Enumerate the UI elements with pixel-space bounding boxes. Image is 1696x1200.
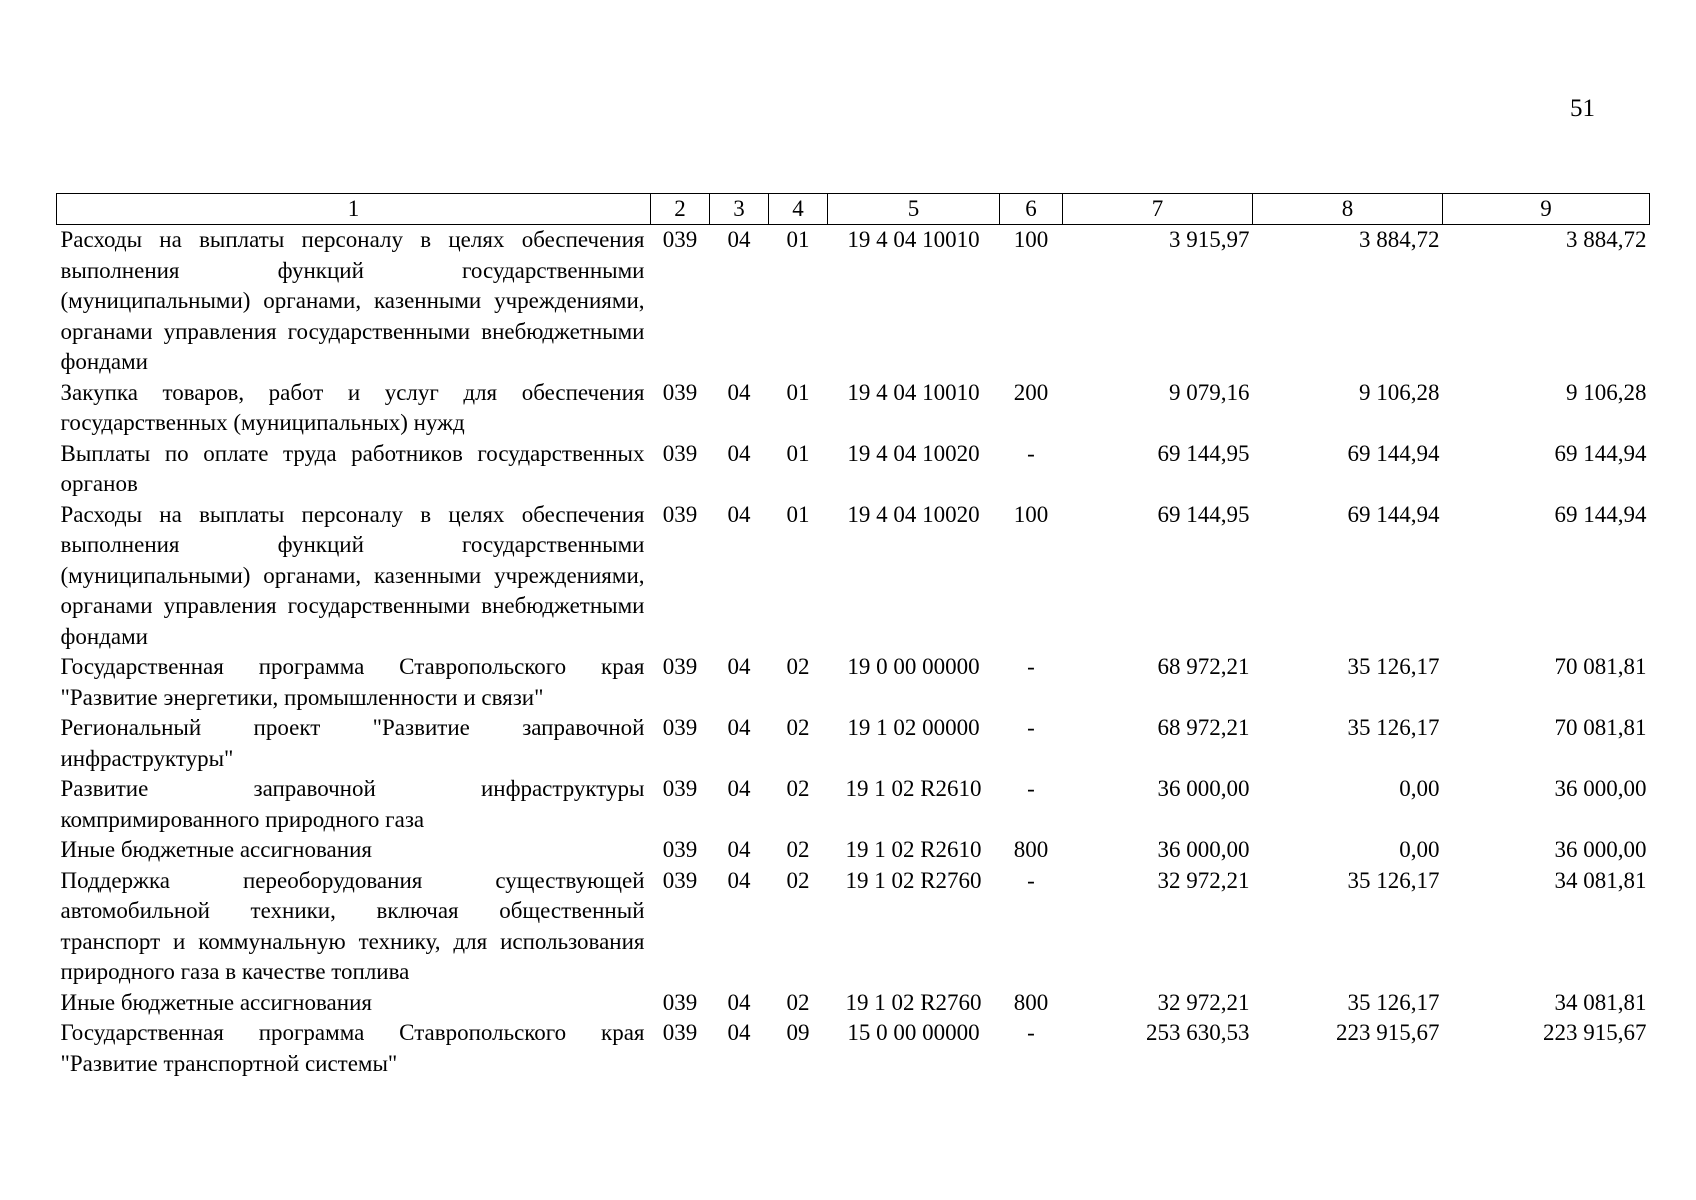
cell-subsection: 01 bbox=[786, 379, 810, 405]
row-name: Выплаты по оплате труда работников государственных органов bbox=[60, 440, 645, 496]
row-name: Региональный проект "Развитие заправочной инфраструктуры" bbox=[60, 715, 645, 771]
table-row bbox=[57, 866, 1650, 988]
row-name: Государственная программа Ставропольского края "Развитие транспортной системы" bbox=[60, 1020, 645, 1076]
cell-section: 04 bbox=[727, 837, 751, 862]
cell-ministry-code: 039 bbox=[662, 501, 698, 527]
cell-ministry-code: 039 bbox=[662, 776, 698, 801]
column-header: 1 bbox=[57, 194, 651, 225]
table-row bbox=[57, 713, 1650, 774]
cell-expense-type: - bbox=[1027, 1020, 1035, 1045]
cell-amount-8: 35 126,17 bbox=[1347, 867, 1440, 893]
budget-table bbox=[56, 193, 1650, 1079]
cell-ministry-code: 039 bbox=[662, 379, 698, 405]
cell-section: 04 bbox=[727, 440, 751, 466]
cell-amount-7: 69 144,95 bbox=[1157, 501, 1250, 527]
row-name: Поддержка переоборудования существующей автомобильной техники, включая общественный транспорт и коммунальную технику, для использования природного газа в качестве топлива bbox=[60, 867, 645, 984]
cell-expense-type: 800 bbox=[1013, 837, 1049, 862]
cell-ministry-code: 039 bbox=[662, 989, 698, 1015]
cell-amount-8: 69 144,94 bbox=[1347, 501, 1440, 527]
cell-amount-8: 0,00 bbox=[1399, 776, 1440, 801]
cell-target-article: 19 1 02 00000 bbox=[847, 715, 980, 740]
cell-ministry-code: 039 bbox=[662, 654, 698, 679]
column-header: 2 bbox=[651, 194, 710, 225]
cell-section: 04 bbox=[727, 654, 751, 679]
column-header: 5 bbox=[828, 194, 1000, 225]
cell-ministry-code: 039 bbox=[662, 227, 698, 252]
cell-target-article: 19 4 04 10020 bbox=[847, 501, 980, 527]
column-header: 8 bbox=[1253, 194, 1443, 225]
cell-target-article: 19 4 04 10020 bbox=[847, 440, 980, 466]
table-row bbox=[57, 835, 1650, 866]
cell-subsection: 01 bbox=[786, 440, 810, 466]
page-number: 51 bbox=[1570, 95, 1595, 122]
column-header: 6 bbox=[1000, 194, 1063, 225]
cell-subsection: 02 bbox=[786, 867, 810, 893]
cell-amount-8: 35 126,17 bbox=[1347, 989, 1440, 1015]
cell-amount-7: 3 915,97 bbox=[1169, 227, 1250, 252]
cell-amount-8: 35 126,17 bbox=[1347, 654, 1440, 679]
cell-subsection: 02 bbox=[786, 715, 810, 740]
table-row bbox=[57, 378, 1650, 439]
cell-section: 04 bbox=[727, 776, 751, 801]
column-header: 9 bbox=[1443, 194, 1650, 225]
cell-subsection: 09 bbox=[786, 1020, 810, 1045]
cell-expense-type: - bbox=[1027, 776, 1035, 801]
cell-target-article: 19 4 04 10010 bbox=[847, 227, 980, 252]
cell-target-article: 19 1 02 R2760 bbox=[845, 867, 982, 893]
cell-section: 04 bbox=[727, 379, 751, 405]
cell-subsection: 02 bbox=[786, 989, 810, 1015]
cell-amount-9: 70 081,81 bbox=[1554, 715, 1647, 740]
cell-amount-9: 34 081,81 bbox=[1554, 989, 1647, 1015]
cell-subsection: 02 bbox=[786, 837, 810, 862]
cell-amount-8: 9 106,28 bbox=[1359, 379, 1440, 405]
cell-amount-9: 70 081,81 bbox=[1554, 654, 1647, 679]
cell-amount-7: 69 144,95 bbox=[1157, 440, 1250, 466]
cell-expense-type: - bbox=[1027, 440, 1035, 466]
cell-amount-8: 0,00 bbox=[1399, 837, 1440, 862]
cell-amount-7: 253 630,53 bbox=[1146, 1020, 1250, 1045]
cell-amount-7: 36 000,00 bbox=[1157, 776, 1250, 801]
cell-amount-9: 9 106,28 bbox=[1566, 379, 1647, 405]
row-name: Расходы на выплаты персоналу в целях обеспечения выполнения функций государственными (муниципальными) органами, казенными учреждениями, органами управления государственными внебюджетными фондами bbox=[60, 227, 645, 374]
cell-amount-9: 223 915,67 bbox=[1543, 1020, 1647, 1045]
cell-amount-7: 9 079,16 bbox=[1169, 379, 1250, 405]
cell-section: 04 bbox=[727, 867, 751, 893]
cell-amount-7: 32 972,21 bbox=[1157, 867, 1250, 893]
cell-amount-9: 34 081,81 bbox=[1554, 867, 1647, 893]
cell-target-article: 19 0 00 00000 bbox=[847, 654, 980, 679]
column-header: 7 bbox=[1063, 194, 1253, 225]
cell-amount-9: 36 000,00 bbox=[1554, 837, 1647, 862]
cell-expense-type: - bbox=[1027, 654, 1035, 679]
cell-amount-8: 3 884,72 bbox=[1359, 227, 1440, 252]
cell-amount-7: 68 972,21 bbox=[1157, 654, 1250, 679]
table-row bbox=[57, 225, 1650, 378]
cell-section: 04 bbox=[727, 715, 751, 740]
cell-amount-9: 36 000,00 bbox=[1554, 776, 1647, 801]
cell-expense-type: 200 bbox=[1013, 379, 1049, 405]
cell-ministry-code: 039 bbox=[662, 1020, 698, 1045]
cell-amount-8: 35 126,17 bbox=[1347, 715, 1440, 740]
table-row bbox=[57, 988, 1650, 1019]
cell-ministry-code: 039 bbox=[662, 440, 698, 466]
cell-ministry-code: 039 bbox=[662, 715, 698, 740]
cell-section: 04 bbox=[727, 227, 751, 252]
cell-expense-type: - bbox=[1027, 715, 1035, 740]
cell-amount-7: 32 972,21 bbox=[1157, 989, 1250, 1015]
cell-target-article: 15 0 00 00000 bbox=[847, 1020, 980, 1045]
cell-subsection: 01 bbox=[786, 227, 810, 252]
cell-amount-9: 69 144,94 bbox=[1554, 440, 1647, 466]
cell-expense-type: - bbox=[1027, 867, 1035, 893]
cell-target-article: 19 1 02 R2610 bbox=[845, 837, 982, 862]
cell-amount-7: 36 000,00 bbox=[1157, 837, 1250, 862]
cell-section: 04 bbox=[727, 989, 751, 1015]
cell-subsection: 02 bbox=[786, 654, 810, 679]
cell-target-article: 19 1 02 R2610 bbox=[845, 776, 982, 801]
cell-subsection: 01 bbox=[786, 501, 810, 527]
table-row bbox=[57, 500, 1650, 653]
cell-amount-9: 3 884,72 bbox=[1566, 227, 1647, 252]
cell-expense-type: 100 bbox=[1013, 227, 1049, 252]
cell-amount-8: 69 144,94 bbox=[1347, 440, 1440, 466]
column-header: 4 bbox=[769, 194, 828, 225]
cell-amount-7: 68 972,21 bbox=[1157, 715, 1250, 740]
cell-ministry-code: 039 bbox=[662, 837, 698, 862]
cell-expense-type: 100 bbox=[1013, 501, 1049, 527]
cell-amount-8: 223 915,67 bbox=[1336, 1020, 1440, 1045]
row-name: Государственная программа Ставропольского края "Развитие энергетики, промышленности и связи" bbox=[60, 654, 645, 710]
table-row bbox=[57, 774, 1650, 835]
row-name: Расходы на выплаты персоналу в целях обеспечения выполнения функций государственными (муниципальными) органами, казенными учреждениями, органами управления государственными внебюджетными фондами bbox=[60, 501, 645, 649]
cell-target-article: 19 1 02 R2760 bbox=[845, 989, 982, 1015]
cell-subsection: 02 bbox=[786, 776, 810, 801]
cell-section: 04 bbox=[727, 501, 751, 527]
table-row bbox=[57, 439, 1650, 500]
cell-target-article: 19 4 04 10010 bbox=[847, 379, 980, 405]
row-name: Иные бюджетные ассигнования bbox=[60, 837, 372, 862]
row-name: Иные бюджетные ассигнования bbox=[60, 989, 372, 1015]
cell-section: 04 bbox=[727, 1020, 751, 1045]
header-row bbox=[57, 194, 1650, 225]
table-row bbox=[57, 1018, 1650, 1079]
row-name: Закупка товаров, работ и услуг для обеспечения государственных (муниципальных) нужд bbox=[60, 379, 645, 435]
cell-expense-type: 800 bbox=[1013, 989, 1049, 1015]
cell-amount-9: 69 144,94 bbox=[1554, 501, 1647, 527]
column-header: 3 bbox=[710, 194, 769, 225]
row-name: Развитие заправочной инфраструктуры компримированного природного газа bbox=[60, 776, 645, 832]
table-row bbox=[57, 652, 1650, 713]
cell-ministry-code: 039 bbox=[662, 867, 698, 893]
